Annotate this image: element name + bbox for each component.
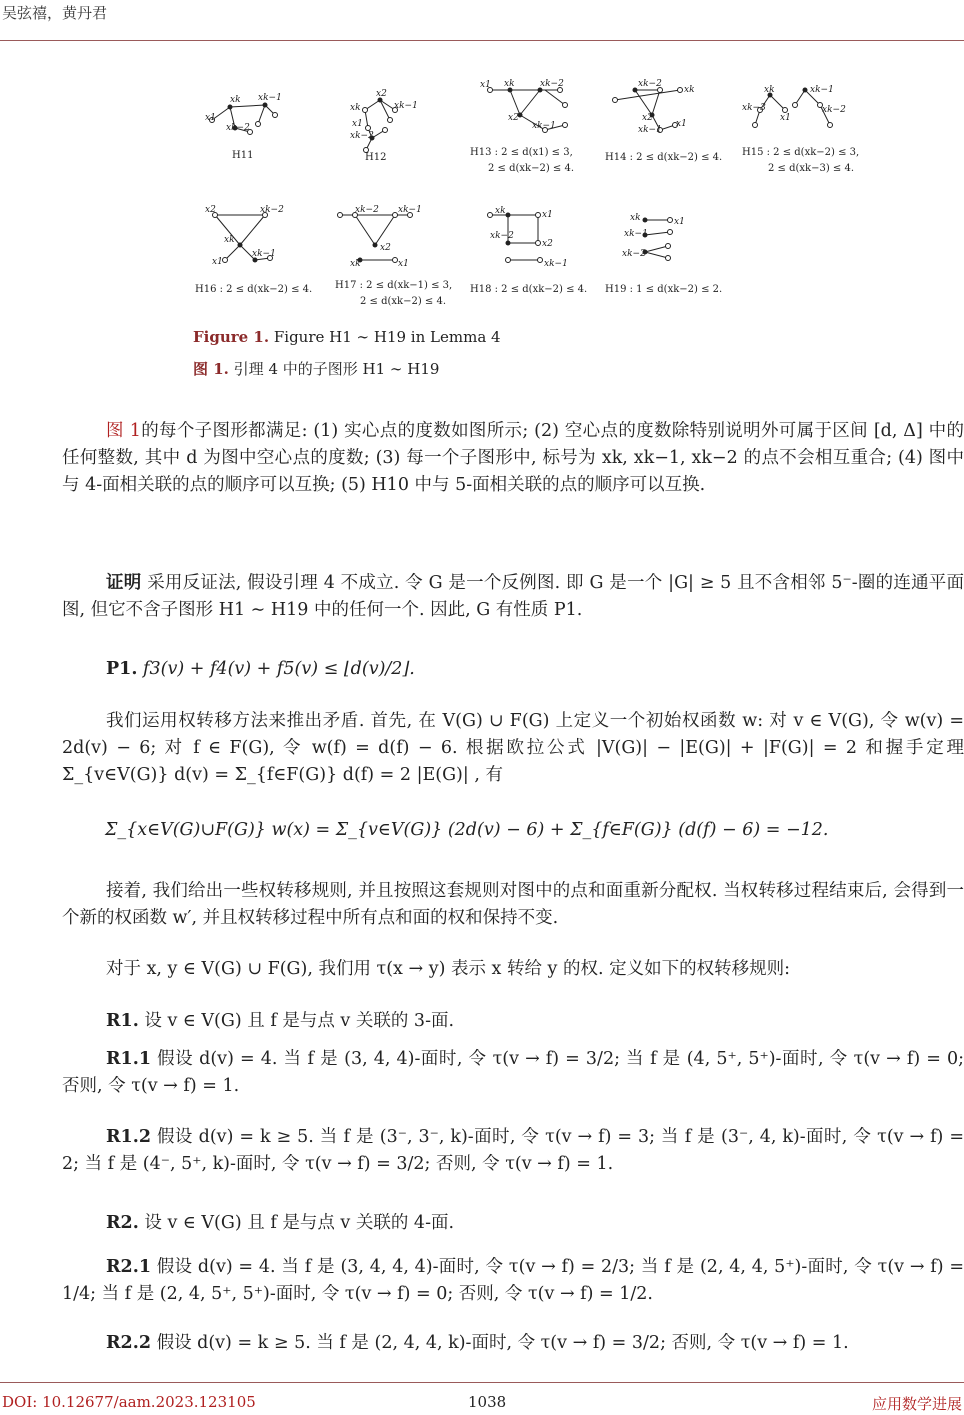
svg-text:x1: x1 (676, 119, 687, 129)
journal-name[interactable]: 应用数学进展 (871, 1395, 962, 1413)
label-h17b: 2 ≤ d(xk−2) ≤ 4. (360, 296, 447, 307)
svg-text:x2: x2 (376, 89, 387, 99)
svg-text:xk−2: xk−2 (490, 231, 514, 241)
svg-text:xk−1: xk−1 (252, 249, 276, 259)
label-h14: H14 : 2 ≤ d(xk−2) ≤ 4. (605, 152, 723, 163)
svg-text:x2: x2 (542, 239, 553, 249)
svg-text:x2: x2 (508, 113, 519, 123)
label-h13: H13 : 2 ≤ d(x1) ≤ 3, (470, 147, 573, 158)
svg-text:xk−2: xk−2 (622, 249, 646, 259)
svg-text:xk−1: xk−1 (532, 121, 556, 131)
svg-text:xk−1: xk−1 (398, 205, 422, 215)
paragraph-figure-properties: 图 1的每个子图形都满足: (1) 实心点的度数如图所示; (2) 空心点的度数除特别说明外可属于区间 [d, Δ] 中的任何整数, 其中 d 为图中空心点的度数; (3) 每一个子图形中, 标号为 xk, xk−1, xk−2 的点不会相互重合; (4) 图中与 4-面相关联的点的顺序可以互换; (5) H10 中与 5-面相关联的点的顺序可以互换. (62, 421, 964, 495)
svg-text:xk−2: xk−2 (260, 205, 284, 215)
page-number: 1038 (468, 1393, 507, 1411)
rule-r1-2: R1.2 假设 d(v) = k ≥ 5. 当 f 是 (3⁻, 3⁻, k)-面时, 令 τ(v → f) = 3; 当 f 是 (3⁻, 4, k)-面时, 令 τ(v → f) = 2; 当 f 是 (4⁻, 5⁺, k)-面时, 令 τ(v → f) = 3/2; 否则, 令 τ(v → f) = 1. (62, 1127, 964, 1174)
svg-text:xk: xk (684, 85, 695, 95)
svg-text:x1: x1 (398, 259, 409, 269)
svg-text:xk: xk (350, 259, 361, 269)
svg-text:xk: xk (230, 95, 241, 105)
rule-r1: R1. 设 v ∈ V(G) 且 f 是与点 v 关联的 3-面. (106, 1011, 455, 1031)
svg-text:xk: xk (495, 206, 506, 216)
property-p1: P1. f3(v) + f4(v) + f5(v) ≤ ⌊d(v)/2⌋. (106, 659, 415, 679)
svg-text:x1: x1 (674, 217, 685, 227)
label-h13b: 2 ≤ d(xk−2) ≤ 4. (488, 163, 575, 174)
svg-text:x2: x2 (380, 243, 391, 253)
svg-text:xk−1: xk−1 (810, 85, 834, 95)
paragraph-transfer: 接着, 我们给出一些权转移规则, 并且按照这套规则对图中的点和面重新分配权. 当权转移过程结束后, 会得到一个新的权函数 w′, 并且权转移过程中所有点和面的权和保持不变. (62, 881, 964, 928)
svg-text:xk−2: xk−2 (350, 131, 374, 141)
subgraph-diagram (190, 70, 870, 310)
display-equation: Σ_{x∈V(G)∪F(G)} w(x) = Σ_{v∈V(G)} (2d(v) − 6) + Σ_{f∈F(G)} (d(f) − 6) = −12. (105, 820, 829, 840)
svg-text:xk−1: xk−1 (624, 229, 648, 239)
svg-text:x1: x1 (212, 257, 223, 267)
paragraph-weight-function: 我们运用权转移方法来推出矛盾. 首先, 在 V(G) ∪ F(G) 上定义一个初始权函数 w: 对 v ∈ V(G), 令 w(v) = 2d(v) − 6; 对 f ∈ F(G), 令 w(f) = d(f) − 6. 根据欧拉公式 |V(G)| − |E(G)| + |F(G)| = 2 和握手定理 Σ_{v∈V(G)} d(v) = Σ_{f∈F(G)} d(f) = 2 |E(G)| , 有 (62, 711, 964, 785)
svg-text:xk−1: xk−1 (258, 93, 282, 103)
rule-r2-1: R2.1 假设 d(v) = 4. 当 f 是 (3, 4, 4, 4)-面时, 令 τ(v → f) = 2/3; 当 f 是 (2, 4, 4, 5⁺)-面时, 令 τ(v → f) = 1/4; 当 f 是 (2, 4, 5⁺, 5⁺)-面时, 令 τ(v → f) = 0; 否则, 令 τ(v → f) = 1/2. (62, 1257, 964, 1304)
svg-text:x2: x2 (642, 113, 653, 123)
svg-text:xk: xk (224, 235, 235, 245)
label-h16: H16 : 2 ≤ d(xk−2) ≤ 4. (195, 284, 313, 295)
label-h15: H15 : 2 ≤ d(xk−2) ≤ 3, (742, 147, 860, 158)
svg-text:x1: x1 (780, 113, 791, 123)
svg-text:x1: x1 (480, 80, 491, 90)
label-h12: H12 (365, 152, 387, 163)
svg-text:x1: x1 (542, 210, 553, 220)
page-footer (0, 1382, 964, 1415)
paragraph-proof: 证明 采用反证法, 假设引理 4 不成立. 令 G 是一个反例图. 即 G 是一个 |G| ≥ 5 且不含相邻 5⁻-圈的连通平面图, 但它不含子图形 H1 ∼ H19 中的任何一个. 因此, G 有性质 P1. (62, 573, 964, 620)
svg-text:xk−2: xk−2 (355, 205, 379, 215)
svg-text:xk−2: xk−2 (540, 79, 564, 89)
paragraph-tau-def: 对于 x, y ∈ V(G) ∪ F(G), 我们用 τ(x → y) 表示 x 转给 y 的权. 定义如下的权转移规则: (106, 959, 791, 979)
page-header (0, 0, 964, 41)
svg-text:xk−2: xk−2 (822, 105, 846, 115)
figure-ref-link[interactable]: 图 1 (106, 421, 141, 441)
svg-text:x1: x1 (352, 119, 363, 129)
svg-text:xk−1: xk−1 (394, 101, 418, 111)
caption-en: Figure 1. Figure H1 ∼ H19 in Lemma 4 (193, 328, 501, 346)
label-h18: H18 : 2 ≤ d(xk−2) ≤ 4. (470, 284, 588, 295)
header-authors: 吴弦禧，黄丹君 (2, 4, 108, 22)
rule-r2: R2. 设 v ∈ V(G) 且 f 是与点 v 关联的 4-面. (106, 1213, 455, 1233)
svg-text:xk−1: xk−1 (638, 125, 662, 135)
doi-link[interactable]: DOI: 10.12677/aam.2023.123105 (2, 1393, 256, 1411)
svg-text:x2: x2 (205, 205, 216, 215)
svg-text:xk: xk (350, 103, 361, 113)
svg-text:xk: xk (764, 85, 775, 95)
rule-r1-1: R1.1 假设 d(v) = 4. 当 f 是 (3, 4, 4)-面时, 令 τ(v → f) = 3/2; 当 f 是 (4, 5⁺, 5⁺)-面时, 令 τ(v → f) = 0; 否则, 令 τ(v → f) = 1. (62, 1049, 964, 1096)
caption-zh: 图 1. 引理 4 中的子图形 H1 ∼ H19 (193, 360, 440, 378)
svg-text:xk−1: xk−1 (544, 259, 568, 269)
svg-text:xk−3: xk−3 (742, 103, 766, 113)
svg-text:xk−2: xk−2 (638, 79, 662, 89)
label-h15b: 2 ≤ d(xk−3) ≤ 4. (768, 163, 855, 174)
label-h11: H11 (232, 150, 254, 161)
svg-text:xk: xk (630, 213, 641, 223)
label-h19: H19 : 1 ≤ d(xk−2) ≤ 2. (605, 284, 723, 295)
svg-text:xk: xk (504, 79, 515, 89)
label-h17: H17 : 2 ≤ d(xk−1) ≤ 3, (335, 280, 453, 291)
figure-subgraphs (190, 70, 870, 310)
svg-text:xk−2: xk−2 (226, 123, 250, 133)
rule-r2-2: R2.2 假设 d(v) = k ≥ 5. 当 f 是 (2, 4, 4, k)-面时, 令 τ(v → f) = 3/2; 否则, 令 τ(v → f) = 1. (106, 1333, 849, 1353)
svg-text:x1: x1 (205, 113, 216, 123)
